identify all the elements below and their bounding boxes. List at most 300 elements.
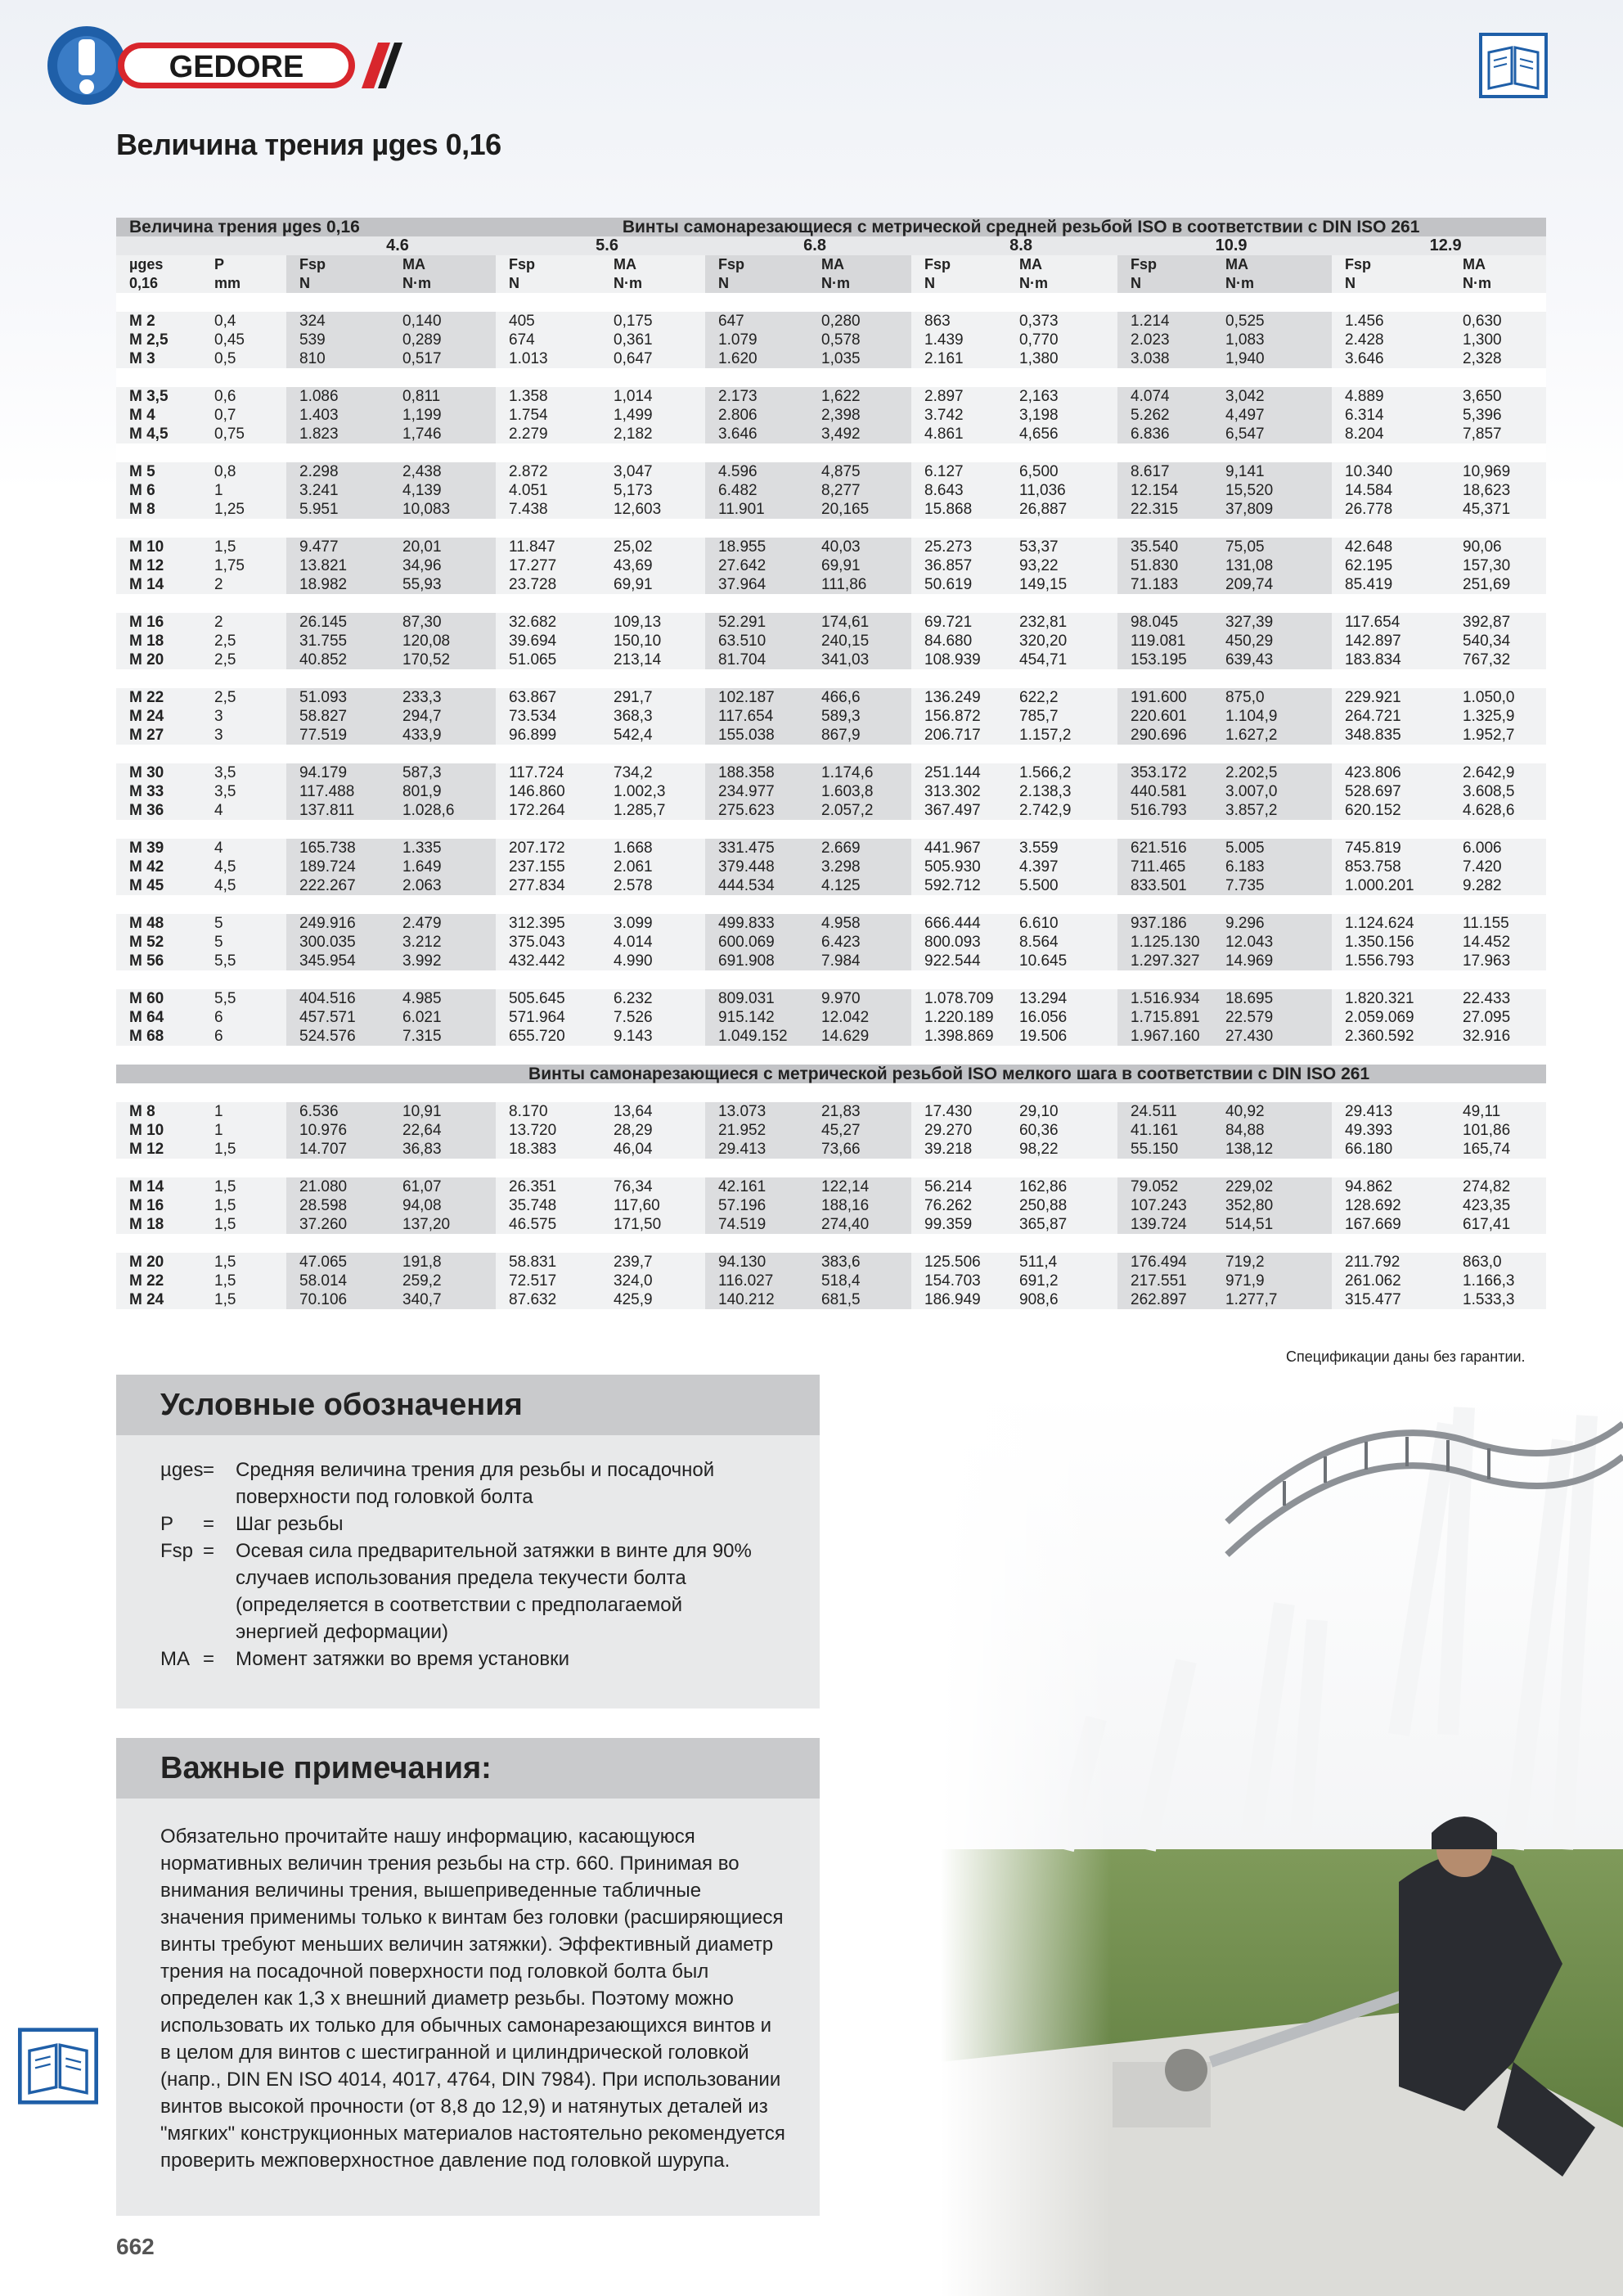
pitch: 2,5 xyxy=(201,632,286,651)
pitch: 5 xyxy=(201,914,286,933)
table-cell: 8.617 xyxy=(1117,462,1212,481)
table-cell: 2.173 xyxy=(705,387,808,406)
table-cell: 98,22 xyxy=(1006,1140,1117,1159)
table-header-row xyxy=(116,218,1546,236)
table-cell: 222.267 xyxy=(286,876,389,895)
table-cell: 3,047 xyxy=(600,462,705,481)
pitch: 5 xyxy=(201,933,286,952)
table-cell: 1.754 xyxy=(496,406,600,425)
table-cell: 2.897 xyxy=(911,387,1006,406)
table-cell: 0,811 xyxy=(389,387,496,406)
table-cell: 4.990 xyxy=(600,952,705,970)
legend-box xyxy=(116,1375,820,1708)
table-cell: 1,035 xyxy=(808,349,911,368)
table-cell: 589,3 xyxy=(808,707,911,726)
table-cell: 76.262 xyxy=(911,1196,1006,1215)
table-cell: 43,69 xyxy=(600,556,705,575)
unit-header-row xyxy=(116,255,1546,293)
table-cell: 172.264 xyxy=(496,801,600,820)
pitch: 5,5 xyxy=(201,989,286,1008)
pitch: 0,8 xyxy=(201,462,286,481)
table-cell: 131,08 xyxy=(1212,556,1332,575)
table-cell: 41.161 xyxy=(1117,1121,1212,1140)
table-cell: 2.059.069 xyxy=(1332,1008,1450,1027)
col-fsp: Fsp N xyxy=(911,255,1006,293)
pitch: 4 xyxy=(201,839,286,858)
row-separator xyxy=(116,368,1546,387)
table-cell: 213,14 xyxy=(600,651,705,669)
table-cell: 107.243 xyxy=(1117,1196,1212,1215)
table-cell: 9.970 xyxy=(808,989,911,1008)
row-separator xyxy=(116,1159,1546,1177)
table-cell: 9.477 xyxy=(286,538,389,556)
table-cell: 146.860 xyxy=(496,782,600,801)
row-separator xyxy=(116,820,1546,839)
table-cell: 26.351 xyxy=(496,1177,600,1196)
fine-thread-header xyxy=(116,1065,1546,1083)
table-cell: 12,603 xyxy=(600,500,705,519)
table-cell: 863 xyxy=(911,312,1006,331)
table-cell: 324 xyxy=(286,312,389,331)
table-cell: 46,04 xyxy=(600,1140,705,1159)
thread-size: M 45 xyxy=(116,876,201,895)
table-cell: 37.964 xyxy=(705,575,808,594)
table-row xyxy=(116,312,1546,331)
row-separator xyxy=(116,443,1546,462)
table-row xyxy=(116,707,1546,726)
table-cell: 23.728 xyxy=(496,575,600,594)
thread-size: M 16 xyxy=(116,1196,201,1215)
table-cell: 809.031 xyxy=(705,989,808,1008)
table-cell: 691.908 xyxy=(705,952,808,970)
table-cell: 12.042 xyxy=(808,1008,911,1027)
table-cell: 29.270 xyxy=(911,1121,1006,1140)
table-cell: 3,492 xyxy=(808,425,911,443)
thread-size: M 18 xyxy=(116,1215,201,1234)
table-cell: 2,182 xyxy=(600,425,705,443)
col-ma: MA N·m xyxy=(808,255,911,293)
table-cell: 1.050,0 xyxy=(1450,688,1546,707)
table-cell: 75,05 xyxy=(1212,538,1332,556)
table-cell: 13.073 xyxy=(705,1102,808,1121)
table-cell: 0,289 xyxy=(389,331,496,349)
legend-text: Момент затяжки во время установки xyxy=(236,1648,569,1670)
table-cell: 1.398.869 xyxy=(911,1027,1006,1046)
table-cell: 49,11 xyxy=(1450,1102,1546,1121)
table-cell: 719,2 xyxy=(1212,1253,1332,1272)
gedore-logo-icon xyxy=(43,25,402,106)
table-cell: 5.951 xyxy=(286,500,389,519)
table-cell: 29,10 xyxy=(1006,1102,1117,1121)
legend-text: Средняя величина трения для резьбы и посадочной поверхности под головкой болта xyxy=(236,1459,715,1508)
table-cell: 87,30 xyxy=(389,613,496,632)
table-cell: 0,517 xyxy=(389,349,496,368)
table-cell: 767,32 xyxy=(1450,651,1546,669)
table-cell: 188.358 xyxy=(705,763,808,782)
col-ma: MA N·m xyxy=(389,255,496,293)
table-cell: 31.755 xyxy=(286,632,389,651)
table-row xyxy=(116,1008,1546,1027)
table-cell: 150,10 xyxy=(600,632,705,651)
table-cell: 102.187 xyxy=(705,688,808,707)
notes-text: Обязательно прочитайте нашу информацию, касающуюся нормативных величин трения резьбы на стр. 660. Принимая во внимания величины трения, вышеприведенные табличные значения применимы только к винтам без головки (расширяющиеся винты требуют меньших величин затяжки). Эффективный диаметр трения на посадочной поверхности под головкой болта был определен как 1,3 x внешний диаметр резьбы. Поэтому можно использовать их только для обычных самонарезающихся винтов и в целом для винтов с шестигранной и цилиндрической головкой (напр., DIN EN ISO 4014, 4017, 4764, DIN 7984). При использовании винтов высокой прочности (от 8,8 до 12,9) и натянутых деталей из "мягких" конструкционных материалов настоятельно рекомендуется проверить межповерхностное давление под головкой шурупа. xyxy=(160,1826,785,2172)
pitch: 4,5 xyxy=(201,858,286,876)
table-cell: 11.847 xyxy=(496,538,600,556)
table-row xyxy=(116,1272,1546,1290)
table-cell: 14.629 xyxy=(808,1027,911,1046)
table-cell: 40,92 xyxy=(1212,1102,1332,1121)
table-cell: 9.296 xyxy=(1212,914,1332,933)
table-cell: 40.852 xyxy=(286,651,389,669)
table-cell: 81.704 xyxy=(705,651,808,669)
table-cell: 66.180 xyxy=(1332,1140,1450,1159)
table-cell: 810 xyxy=(286,349,389,368)
pitch: 0,7 xyxy=(201,406,286,425)
table-cell: 1.516.934 xyxy=(1117,989,1212,1008)
pitch: 1,5 xyxy=(201,1140,286,1159)
table-cell: 2.428 xyxy=(1332,331,1450,349)
thread-size: M 24 xyxy=(116,707,201,726)
table-cell: 4.889 xyxy=(1332,387,1450,406)
table-cell: 142.897 xyxy=(1332,632,1450,651)
table-row xyxy=(116,349,1546,368)
fine-thread-title: Винты самонарезающиеся с метрической резьбой ISO мелкого шага в соответствии с DIN ISO 261 xyxy=(496,1065,1546,1083)
table-cell: 863,0 xyxy=(1450,1253,1546,1272)
table-row xyxy=(116,782,1546,801)
table-cell: 1.820.321 xyxy=(1332,989,1450,1008)
table-cell: 249.916 xyxy=(286,914,389,933)
table-cell: 587,3 xyxy=(389,763,496,782)
table-cell: 404.516 xyxy=(286,989,389,1008)
table-cell: 0,647 xyxy=(600,349,705,368)
table-cell: 1.335 xyxy=(389,839,496,858)
grade-label: 4.6 xyxy=(286,236,496,255)
table-cell: 76,34 xyxy=(600,1177,705,1196)
table-cell: 17.430 xyxy=(911,1102,1006,1121)
col-ma: MA N·m xyxy=(1006,255,1117,293)
table-cell: 250,88 xyxy=(1006,1196,1117,1215)
table-cell: 622,2 xyxy=(1006,688,1117,707)
table-cell: 9.143 xyxy=(600,1027,705,1046)
table-cell: 2.161 xyxy=(911,349,1006,368)
table-cell: 2.057,2 xyxy=(808,801,911,820)
table-cell: 8.564 xyxy=(1006,933,1117,952)
table-cell: 7.420 xyxy=(1450,858,1546,876)
table-cell: 10,083 xyxy=(389,500,496,519)
table-cell: 21.080 xyxy=(286,1177,389,1196)
table-cell: 1.086 xyxy=(286,387,389,406)
table-cell: 2,398 xyxy=(808,406,911,425)
table-cell: 85.419 xyxy=(1332,575,1450,594)
pitch: 0,75 xyxy=(201,425,286,443)
table-cell: 6.610 xyxy=(1006,914,1117,933)
table-cell: 375.043 xyxy=(496,933,600,952)
table-cell: 833.501 xyxy=(1117,876,1212,895)
table-cell: 18,623 xyxy=(1450,481,1546,500)
table-cell: 13.720 xyxy=(496,1121,600,1140)
pitch: 1,75 xyxy=(201,556,286,575)
table-cell: 58.827 xyxy=(286,707,389,726)
col-fsp: Fsp N xyxy=(1117,255,1212,293)
table-cell: 261.062 xyxy=(1332,1272,1450,1290)
thread-size: M 12 xyxy=(116,556,201,575)
table-cell: 867,9 xyxy=(808,726,911,745)
table-cell: 7.735 xyxy=(1212,876,1332,895)
table-cell: 19.506 xyxy=(1006,1027,1117,1046)
table-cell: 139.724 xyxy=(1117,1215,1212,1234)
table-cell: 40,03 xyxy=(808,538,911,556)
pitch: 4,5 xyxy=(201,876,286,895)
table-cell: 8.204 xyxy=(1332,425,1450,443)
table-cell: 0,361 xyxy=(600,331,705,349)
table-cell: 425,9 xyxy=(600,1290,705,1309)
table-cell: 4.861 xyxy=(911,425,1006,443)
table-cell: 0,373 xyxy=(1006,312,1117,331)
table-row xyxy=(116,1290,1546,1309)
table-cell: 27.095 xyxy=(1450,1008,1546,1027)
pitch: 1,5 xyxy=(201,538,286,556)
table-row xyxy=(116,839,1546,858)
table-cell: 2.063 xyxy=(389,876,496,895)
table-cell: 2.023 xyxy=(1117,331,1212,349)
book-info-icon xyxy=(18,2026,98,2106)
table-cell: 340,7 xyxy=(389,1290,496,1309)
table-row xyxy=(116,1102,1546,1121)
pitch: 0,4 xyxy=(201,312,286,331)
table-row xyxy=(116,651,1546,669)
table-cell: 621.516 xyxy=(1117,839,1212,858)
thread-size: M 10 xyxy=(116,538,201,556)
table-row xyxy=(116,952,1546,970)
pitch: 2 xyxy=(201,613,286,632)
table-cell: 1.533,3 xyxy=(1450,1290,1546,1309)
table-cell: 1,380 xyxy=(1006,349,1117,368)
pitch: 1,5 xyxy=(201,1290,286,1309)
table-cell: 6.006 xyxy=(1450,839,1546,858)
table-cell: 5.500 xyxy=(1006,876,1117,895)
pitch: 0,6 xyxy=(201,387,286,406)
table-cell: 108.939 xyxy=(911,651,1006,669)
table-cell: 14.584 xyxy=(1332,481,1450,500)
table-cell: 53,37 xyxy=(1006,538,1117,556)
thread-size: M 4 xyxy=(116,406,201,425)
table-cell: 4.397 xyxy=(1006,858,1117,876)
table-cell: 274,82 xyxy=(1450,1177,1546,1196)
thread-size: M 48 xyxy=(116,914,201,933)
thread-size: M 36 xyxy=(116,801,201,820)
table-cell: 29.413 xyxy=(1332,1102,1450,1121)
table-cell: 45,27 xyxy=(808,1121,911,1140)
table-cell: 84.680 xyxy=(911,632,1006,651)
table-cell: 1.566,2 xyxy=(1006,763,1117,782)
table-cell: 2.806 xyxy=(705,406,808,425)
table-cell: 518,4 xyxy=(808,1272,911,1290)
table-cell: 84,88 xyxy=(1212,1121,1332,1140)
table-cell: 42.648 xyxy=(1332,538,1450,556)
table-cell: 20,01 xyxy=(389,538,496,556)
table-cell: 0,140 xyxy=(389,312,496,331)
thread-size: M 10 xyxy=(116,1121,201,1140)
table-cell: 7.315 xyxy=(389,1027,496,1046)
table-cell: 1.124.624 xyxy=(1332,914,1450,933)
table-cell: 174,61 xyxy=(808,613,911,632)
table-cell: 324,0 xyxy=(600,1272,705,1290)
table-cell: 1,199 xyxy=(389,406,496,425)
table-cell: 70.106 xyxy=(286,1290,389,1309)
table-row xyxy=(116,462,1546,481)
table-cell: 3.742 xyxy=(911,406,1006,425)
table-cell: 62.195 xyxy=(1332,556,1450,575)
table-cell: 9,141 xyxy=(1212,462,1332,481)
table-cell: 162,86 xyxy=(1006,1177,1117,1196)
pitch: 1,5 xyxy=(201,1177,286,1196)
table-cell: 21,83 xyxy=(808,1102,911,1121)
table-cell: 55.150 xyxy=(1117,1140,1212,1159)
table-cell: 211.792 xyxy=(1332,1253,1450,1272)
table-cell: 2,328 xyxy=(1450,349,1546,368)
table-cell: 937.186 xyxy=(1117,914,1212,933)
legend-item xyxy=(160,1645,820,1672)
table-row xyxy=(116,914,1546,933)
grade-label: 8.8 xyxy=(911,236,1117,255)
table-cell: 1.166,3 xyxy=(1450,1272,1546,1290)
table-cell: 4.014 xyxy=(600,933,705,952)
table-cell: 4,497 xyxy=(1212,406,1332,425)
pitch: 1,5 xyxy=(201,1253,286,1272)
table-cell: 505.930 xyxy=(911,858,1006,876)
table-row xyxy=(116,801,1546,820)
page-title: Величина трения µges 0,16 xyxy=(116,128,501,161)
table-cell: 18.982 xyxy=(286,575,389,594)
table-cell: 6.127 xyxy=(911,462,1006,481)
table-cell: 46.575 xyxy=(496,1215,600,1234)
table-cell: 331.475 xyxy=(705,839,808,858)
thread-size: M 56 xyxy=(116,952,201,970)
table-cell: 153.195 xyxy=(1117,651,1212,669)
legend-symbol: µges xyxy=(160,1459,204,1481)
table-cell: 26.778 xyxy=(1332,500,1450,519)
table-cell: 466,6 xyxy=(808,688,911,707)
table-cell: 4.074 xyxy=(1117,387,1212,406)
table-cell: 14.707 xyxy=(286,1140,389,1159)
thread-size: M 22 xyxy=(116,688,201,707)
table-cell: 77.519 xyxy=(286,726,389,745)
table-cell: 12.043 xyxy=(1212,933,1332,952)
table-cell: 125.506 xyxy=(911,1253,1006,1272)
table-cell: 440.581 xyxy=(1117,782,1212,801)
table-cell: 207.172 xyxy=(496,839,600,858)
legend-symbol: Fsp xyxy=(160,1540,194,1562)
table-cell: 73.534 xyxy=(496,707,600,726)
table-cell: 69,91 xyxy=(600,575,705,594)
table-cell: 63.510 xyxy=(705,632,808,651)
col-ma: MA N·m xyxy=(1212,255,1332,293)
grade-label: 5.6 xyxy=(496,236,705,255)
table-cell: 277.834 xyxy=(496,876,600,895)
table-cell: 6.314 xyxy=(1332,406,1450,425)
pitch: 1,25 xyxy=(201,500,286,519)
table-cell: 165,74 xyxy=(1450,1140,1546,1159)
legend-text: Шаг резьбы xyxy=(236,1513,344,1535)
thread-size: M 18 xyxy=(116,632,201,651)
table-cell: 5.262 xyxy=(1117,406,1212,425)
row-separator xyxy=(116,594,1546,613)
table-cell: 51.065 xyxy=(496,651,600,669)
table-row xyxy=(116,1215,1546,1234)
table-cell: 117.724 xyxy=(496,763,600,782)
spec-table xyxy=(116,218,1546,1309)
table-cell: 0,770 xyxy=(1006,331,1117,349)
table-cell: 4.051 xyxy=(496,481,600,500)
table-cell: 24.511 xyxy=(1117,1102,1212,1121)
table-cell: 96.899 xyxy=(496,726,600,745)
table-cell: 119.081 xyxy=(1117,632,1212,651)
table-cell: 3.241 xyxy=(286,481,389,500)
table-cell: 149,15 xyxy=(1006,575,1117,594)
thread-size: M 52 xyxy=(116,933,201,952)
table-cell: 3.038 xyxy=(1117,349,1212,368)
table-cell: 1.000.201 xyxy=(1332,876,1450,895)
table-cell: 3,042 xyxy=(1212,387,1332,406)
pitch: 2,5 xyxy=(201,651,286,669)
table-cell: 101,86 xyxy=(1450,1121,1546,1140)
book-info-icon xyxy=(1479,33,1548,98)
table-cell: 18.955 xyxy=(705,538,808,556)
table-cell: 240,15 xyxy=(808,632,911,651)
table-cell: 6,500 xyxy=(1006,462,1117,481)
table-cell: 6.536 xyxy=(286,1102,389,1121)
table-cell: 18.383 xyxy=(496,1140,600,1159)
table-cell: 1.028,6 xyxy=(389,801,496,820)
table-cell: 0,280 xyxy=(808,312,911,331)
table-row xyxy=(116,1253,1546,1272)
table-cell: 2.360.592 xyxy=(1332,1027,1450,1046)
legend-item xyxy=(160,1510,820,1537)
table-cell: 432.442 xyxy=(496,952,600,970)
table-cell: 93,22 xyxy=(1006,556,1117,575)
table-cell: 528.697 xyxy=(1332,782,1450,801)
table-cell: 433,9 xyxy=(389,726,496,745)
table-cell: 313.302 xyxy=(911,782,1006,801)
table-cell: 14.969 xyxy=(1212,952,1332,970)
table-cell: 11,036 xyxy=(1006,481,1117,500)
table-cell: 3.212 xyxy=(389,933,496,952)
table-cell: 674 xyxy=(496,331,600,349)
table-cell: 666.444 xyxy=(911,914,1006,933)
table-cell: 155.038 xyxy=(705,726,808,745)
table-cell: 156.872 xyxy=(911,707,1006,726)
table-cell: 7,857 xyxy=(1450,425,1546,443)
row-separator xyxy=(116,293,1546,312)
table-cell: 74.519 xyxy=(705,1215,808,1234)
table-cell: 1.967.160 xyxy=(1117,1027,1212,1046)
table-cell: 37,809 xyxy=(1212,500,1332,519)
col-mu: µges 0,16 xyxy=(116,255,201,293)
thread-size: M 12 xyxy=(116,1140,201,1159)
table-cell: 3.007,0 xyxy=(1212,782,1332,801)
row-separator xyxy=(116,970,1546,989)
table-cell: 524.576 xyxy=(286,1027,389,1046)
table-cell: 4.628,6 xyxy=(1450,801,1546,820)
table-cell: 154.703 xyxy=(911,1272,1006,1290)
table-cell: 971,9 xyxy=(1212,1272,1332,1290)
grade-spacer xyxy=(116,236,286,255)
table-cell: 45,371 xyxy=(1450,500,1546,519)
pitch: 3 xyxy=(201,707,286,726)
table-cell: 6.423 xyxy=(808,933,911,952)
table-cell: 423.806 xyxy=(1332,763,1450,782)
notes-title: Важные примечания: xyxy=(116,1738,820,1799)
